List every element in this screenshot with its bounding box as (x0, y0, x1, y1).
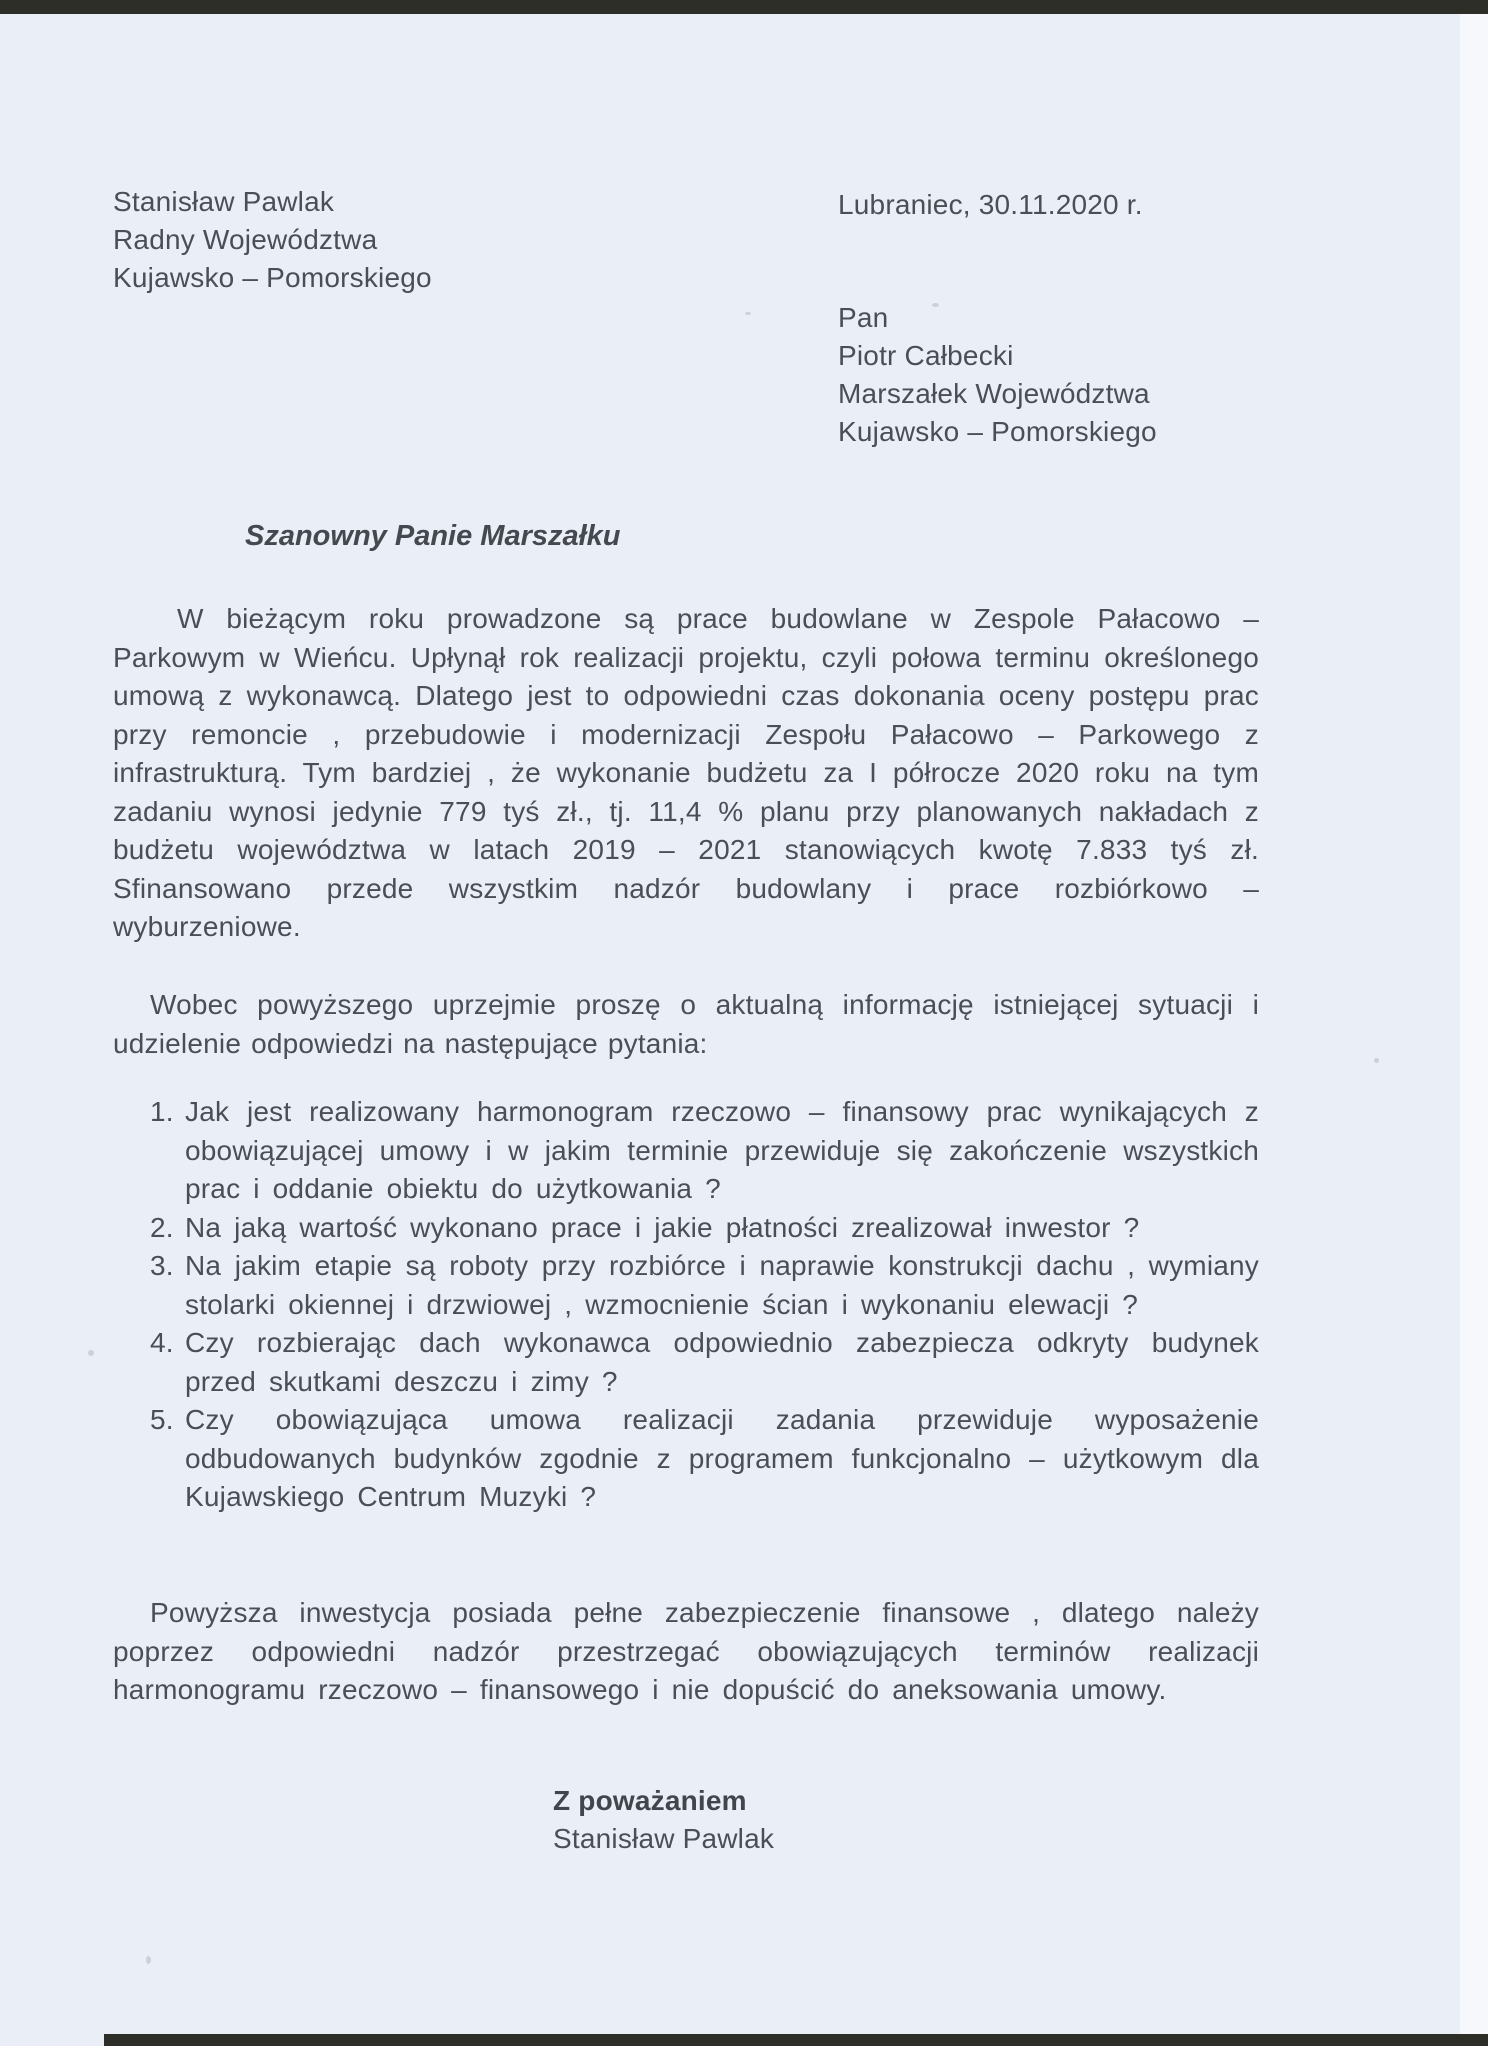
paragraph-intro: W bieżącym roku prowadzone są prace budowlane w Zespole Pałacowo – Parkowym w Wieńcu. Upłynął rok realizacji projektu, czyli połowa terminu określonego umową z wykonawcą. Dlatego jest to odpowiedni czas dokonania oceny postępu prac przy remoncie , przebudowie i modernizacji Zespołu Pałacowo – Parkowego z infrastrukturą. Tym bardziej , że wykonanie budżetu za I półrocze 2020 roku na tym zadaniu wynosi jedynie 779 tyś zł., tj. 11,4 % planu przy planowanych nakładach z budżetu województwa w latach 2019 – 2021 stanowiących kwotę 7.833 tyś zł. Sfinansowano przede wszystkim nadzór budowlany i prace rozbiórkowo – wyburzeniowe. (113, 603, 1259, 942)
recipient-name: Piotr Całbecki (838, 340, 1014, 371)
scan-speck (88, 1350, 94, 1356)
list-item (113, 1093, 1259, 1209)
list-item-number: 5. (150, 1404, 174, 1435)
signature-block (553, 1782, 774, 1858)
sender-region: Kujawsko – Pomorskiego (113, 262, 432, 293)
recipient-region: Kujawsko – Pomorskiego (838, 416, 1157, 447)
list-item-number: 3. (150, 1250, 174, 1281)
scan-speck (932, 303, 939, 307)
scan-speck (745, 312, 751, 315)
scan-bottom-edge (104, 2034, 1488, 2046)
list-item-text: Czy obowiązująca umowa realizacji zadania przewiduje wyposażenie odbudowanych budynków zgodnie z programem funkcjonalno – użytkowym dla Kujawskiego Centrum Muzyki ? (185, 1404, 1259, 1512)
signoff-phrase: Z poważaniem (553, 1785, 747, 1816)
recipient-block (838, 299, 1157, 451)
list-item-number: 2. (150, 1211, 174, 1243)
list-item (113, 1401, 1259, 1517)
paragraph-closing: Powyższa inwestycja posiada pełne zabezpieczenie finansowe , dlatego należy poprzez odpowiedni nadzór przestrzegać obowiązujących terminów realizacji harmonogramu rzeczowo – finansowego i nie dopuścić do aneksowania umowy. (113, 1597, 1259, 1705)
scan-speck (1374, 1058, 1379, 1063)
recipient-title: Marszałek Województwa (838, 378, 1150, 409)
list-item-text: Czy rozbierając dach wykonawca odpowiednio zabezpiecza odkryty budynek przed skutkami deszczu i zimy ? (185, 1327, 1259, 1397)
list-item (113, 1324, 1259, 1401)
sender-title: Radny Województwa (113, 224, 378, 255)
list-item-number: 4. (150, 1327, 174, 1358)
signoff-name: Stanisław Pawlak (553, 1823, 775, 1854)
list-item (113, 1247, 1259, 1324)
scan-speck (146, 1956, 151, 1964)
question-list (113, 1093, 1259, 1517)
sender-name: Stanisław Pawlak (113, 186, 335, 217)
list-item-text: Na jaką wartość wykonano prace i jakie płatności zrealizował inwestor ? (185, 1211, 1140, 1243)
scan-speck (975, 700, 979, 707)
list-item-number: 1. (150, 1096, 174, 1127)
recipient-honorific: Pan (838, 302, 889, 333)
scan-top-edge (0, 0, 1488, 14)
scan-right-edge (1460, 14, 1488, 2034)
sender-block (113, 183, 432, 297)
list-item-text: Na jakim etapie są roboty przy rozbiórce i naprawie konstrukcji dachu , wymiany stolarki okiennej i drzwiowej , wzmocnienie ścian i wykonaniu elewacji ? (185, 1250, 1259, 1320)
list-item (113, 1209, 1259, 1248)
date-line: Lubraniec, 30.11.2020 r. (838, 189, 1143, 220)
salutation: Szanowny Panie Marszałku (245, 520, 621, 552)
list-item-text: Jak jest realizowany harmonogram rzeczowo – finansowy prac wynikających z obowiązującej umowy i w jakim terminie przewiduje się zakończenie wszystkich prac i oddanie obiektu do użytkowania ? (185, 1096, 1259, 1204)
paragraph-request: Wobec powyższego uprzejmie proszę o aktualną informację istniejącej sytuacji i udzielenie odpowiedzi na następujące pytania: (113, 989, 1259, 1059)
